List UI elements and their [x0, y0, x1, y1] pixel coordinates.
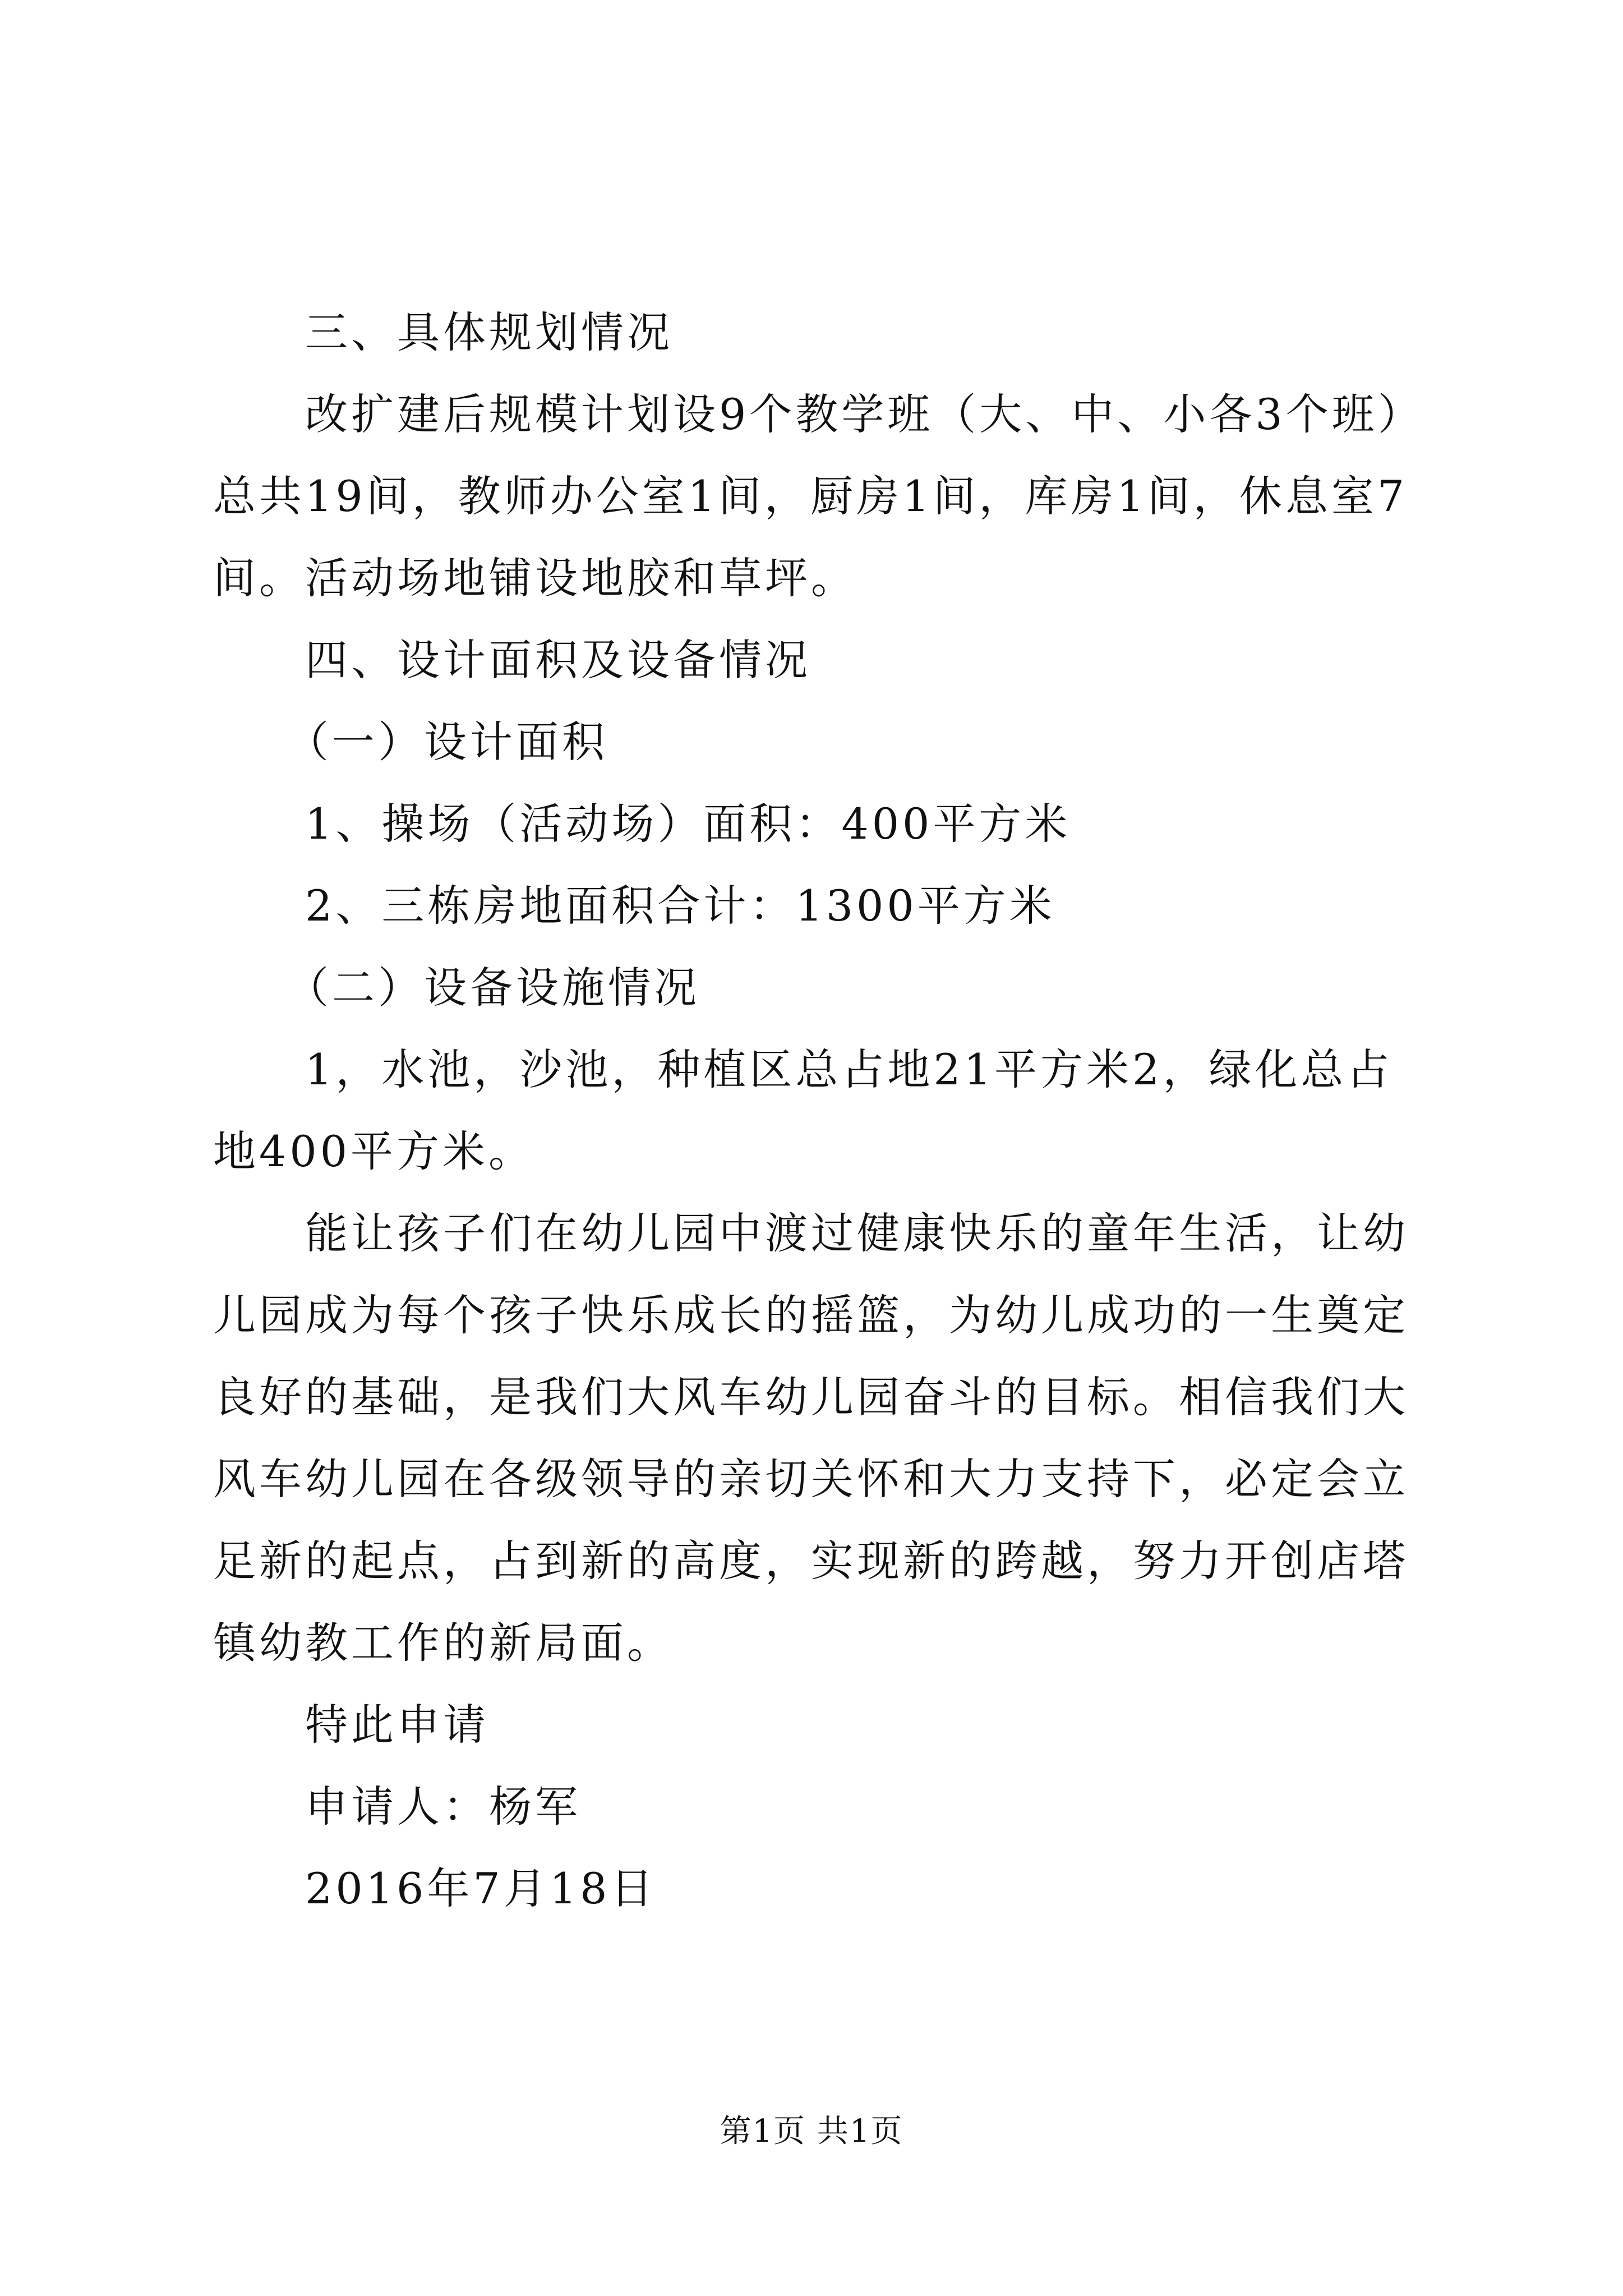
document-body — [213, 292, 1424, 1930]
item-playground-area: 1、操场（活动场）面积：400平方米 — [305, 799, 1071, 849]
section-heading-plan: 三、具体规划情况 — [305, 307, 673, 357]
item-building-area: 2、三栋房地面积合计：1300平方米 — [305, 881, 1055, 931]
page-footer: 第1页 共1页 — [720, 2113, 903, 2150]
paragraph-plan-details: 改扩建后规模计划设9个教学班（大、中、小各3个班）总共19间，教师办公室1间，厨房1间，库房1间，休息室7间。活动场地铺设地胶和草坪。 — [213, 389, 1424, 603]
paragraph-closing: 能让孩子们在幼儿园中渡过健康快乐的童年生活，让幼儿园成为每个孩子快乐成长的摇篮，为幼儿成功的一生奠定良好的基础，是我们大风车幼儿园奋斗的目标。相信我们大风车幼儿园在各级领导的亲切关怀和大力支持下，必定会立足新的起点，占到新的高度，实现新的跨越，努力开创店塔镇幼教工作的新局面。 — [213, 1208, 1409, 1668]
section-heading-area-equipment: 四、设计面积及设备情况 — [305, 635, 811, 685]
applicant-line: 申请人：杨军 — [305, 1782, 581, 1832]
subheading-design-area: （一）设计面积 — [286, 717, 608, 767]
item-facilities: 1，水池，沙池，种植区总占地21平方米2，绿化总占地400平方米。 — [213, 1045, 1393, 1176]
date-line: 2016年7月18日 — [305, 1864, 657, 1913]
request-line: 特此申请 — [305, 1700, 489, 1750]
subheading-equipment: （二）设备设施情况 — [286, 963, 700, 1013]
